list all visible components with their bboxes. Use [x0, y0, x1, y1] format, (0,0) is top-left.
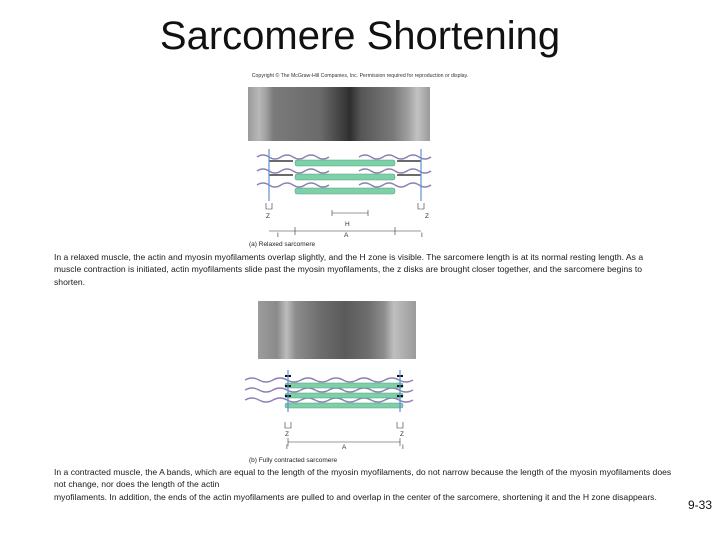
- h-zone-label: H: [345, 221, 350, 228]
- figure-b-caption: (b) Fully contracted sarcomere: [249, 457, 338, 464]
- paragraph-contracted: [54, 466, 680, 503]
- z-label-left-b: Z: [285, 431, 289, 438]
- i-band-label-right-a: I: [421, 232, 423, 239]
- a-band-label-b: A: [342, 444, 347, 451]
- copyright-notice: Copyright © The McGraw-Hill Companies, Inc. Permission required for reproduction or display.: [251, 73, 469, 79]
- z-label-right-b: Z: [400, 431, 404, 438]
- paragraph-contracted-line2: myofilaments. In addition, the ends of the actin myofilaments are pulled to and overlap in the center of the sarcomere, shortening it and the H zone disappears.: [54, 491, 657, 502]
- a-band-label-a: A: [344, 232, 349, 239]
- i-band-label-right-b: I: [402, 444, 404, 451]
- micrograph-relaxed: [248, 87, 430, 141]
- slide-title: Sarcomere Shortening: [159, 14, 561, 58]
- i-band-label-left-a: I: [277, 232, 279, 239]
- figure-a-caption: (a) Relaxed sarcomere: [249, 241, 316, 248]
- paragraph-contracted-line1: In a contracted muscle, the A bands, which are equal to the length of the myosin myofilaments, do not narrow because the length of the myosin myofilaments does not change, nor does the length of the actin: [54, 467, 672, 490]
- micrograph-contracted: [258, 301, 416, 359]
- z-label-left-a: Z: [266, 213, 270, 220]
- z-label-right-a: Z: [425, 213, 429, 220]
- myosin-filaments-relaxed: [295, 160, 395, 194]
- actin-filaments-contracted: [245, 378, 413, 402]
- page-number: 9-33: [687, 498, 712, 512]
- myosin-filaments-contracted: [285, 383, 403, 408]
- paragraph-relaxed: In a relaxed muscle, the actin and myosin myofilaments overlap slightly, and the H zone is visible. The sarcomere length is at its normal resting length. As a muscle contraction is initiated, actin myofilaments slide past the myosin myofilaments, the z disks are brought closer together, and the sarcomere begins to shorten.: [54, 252, 644, 287]
- sarcomere-diagram-contracted: [245, 362, 465, 462]
- i-band-label-left-b: I: [286, 444, 288, 451]
